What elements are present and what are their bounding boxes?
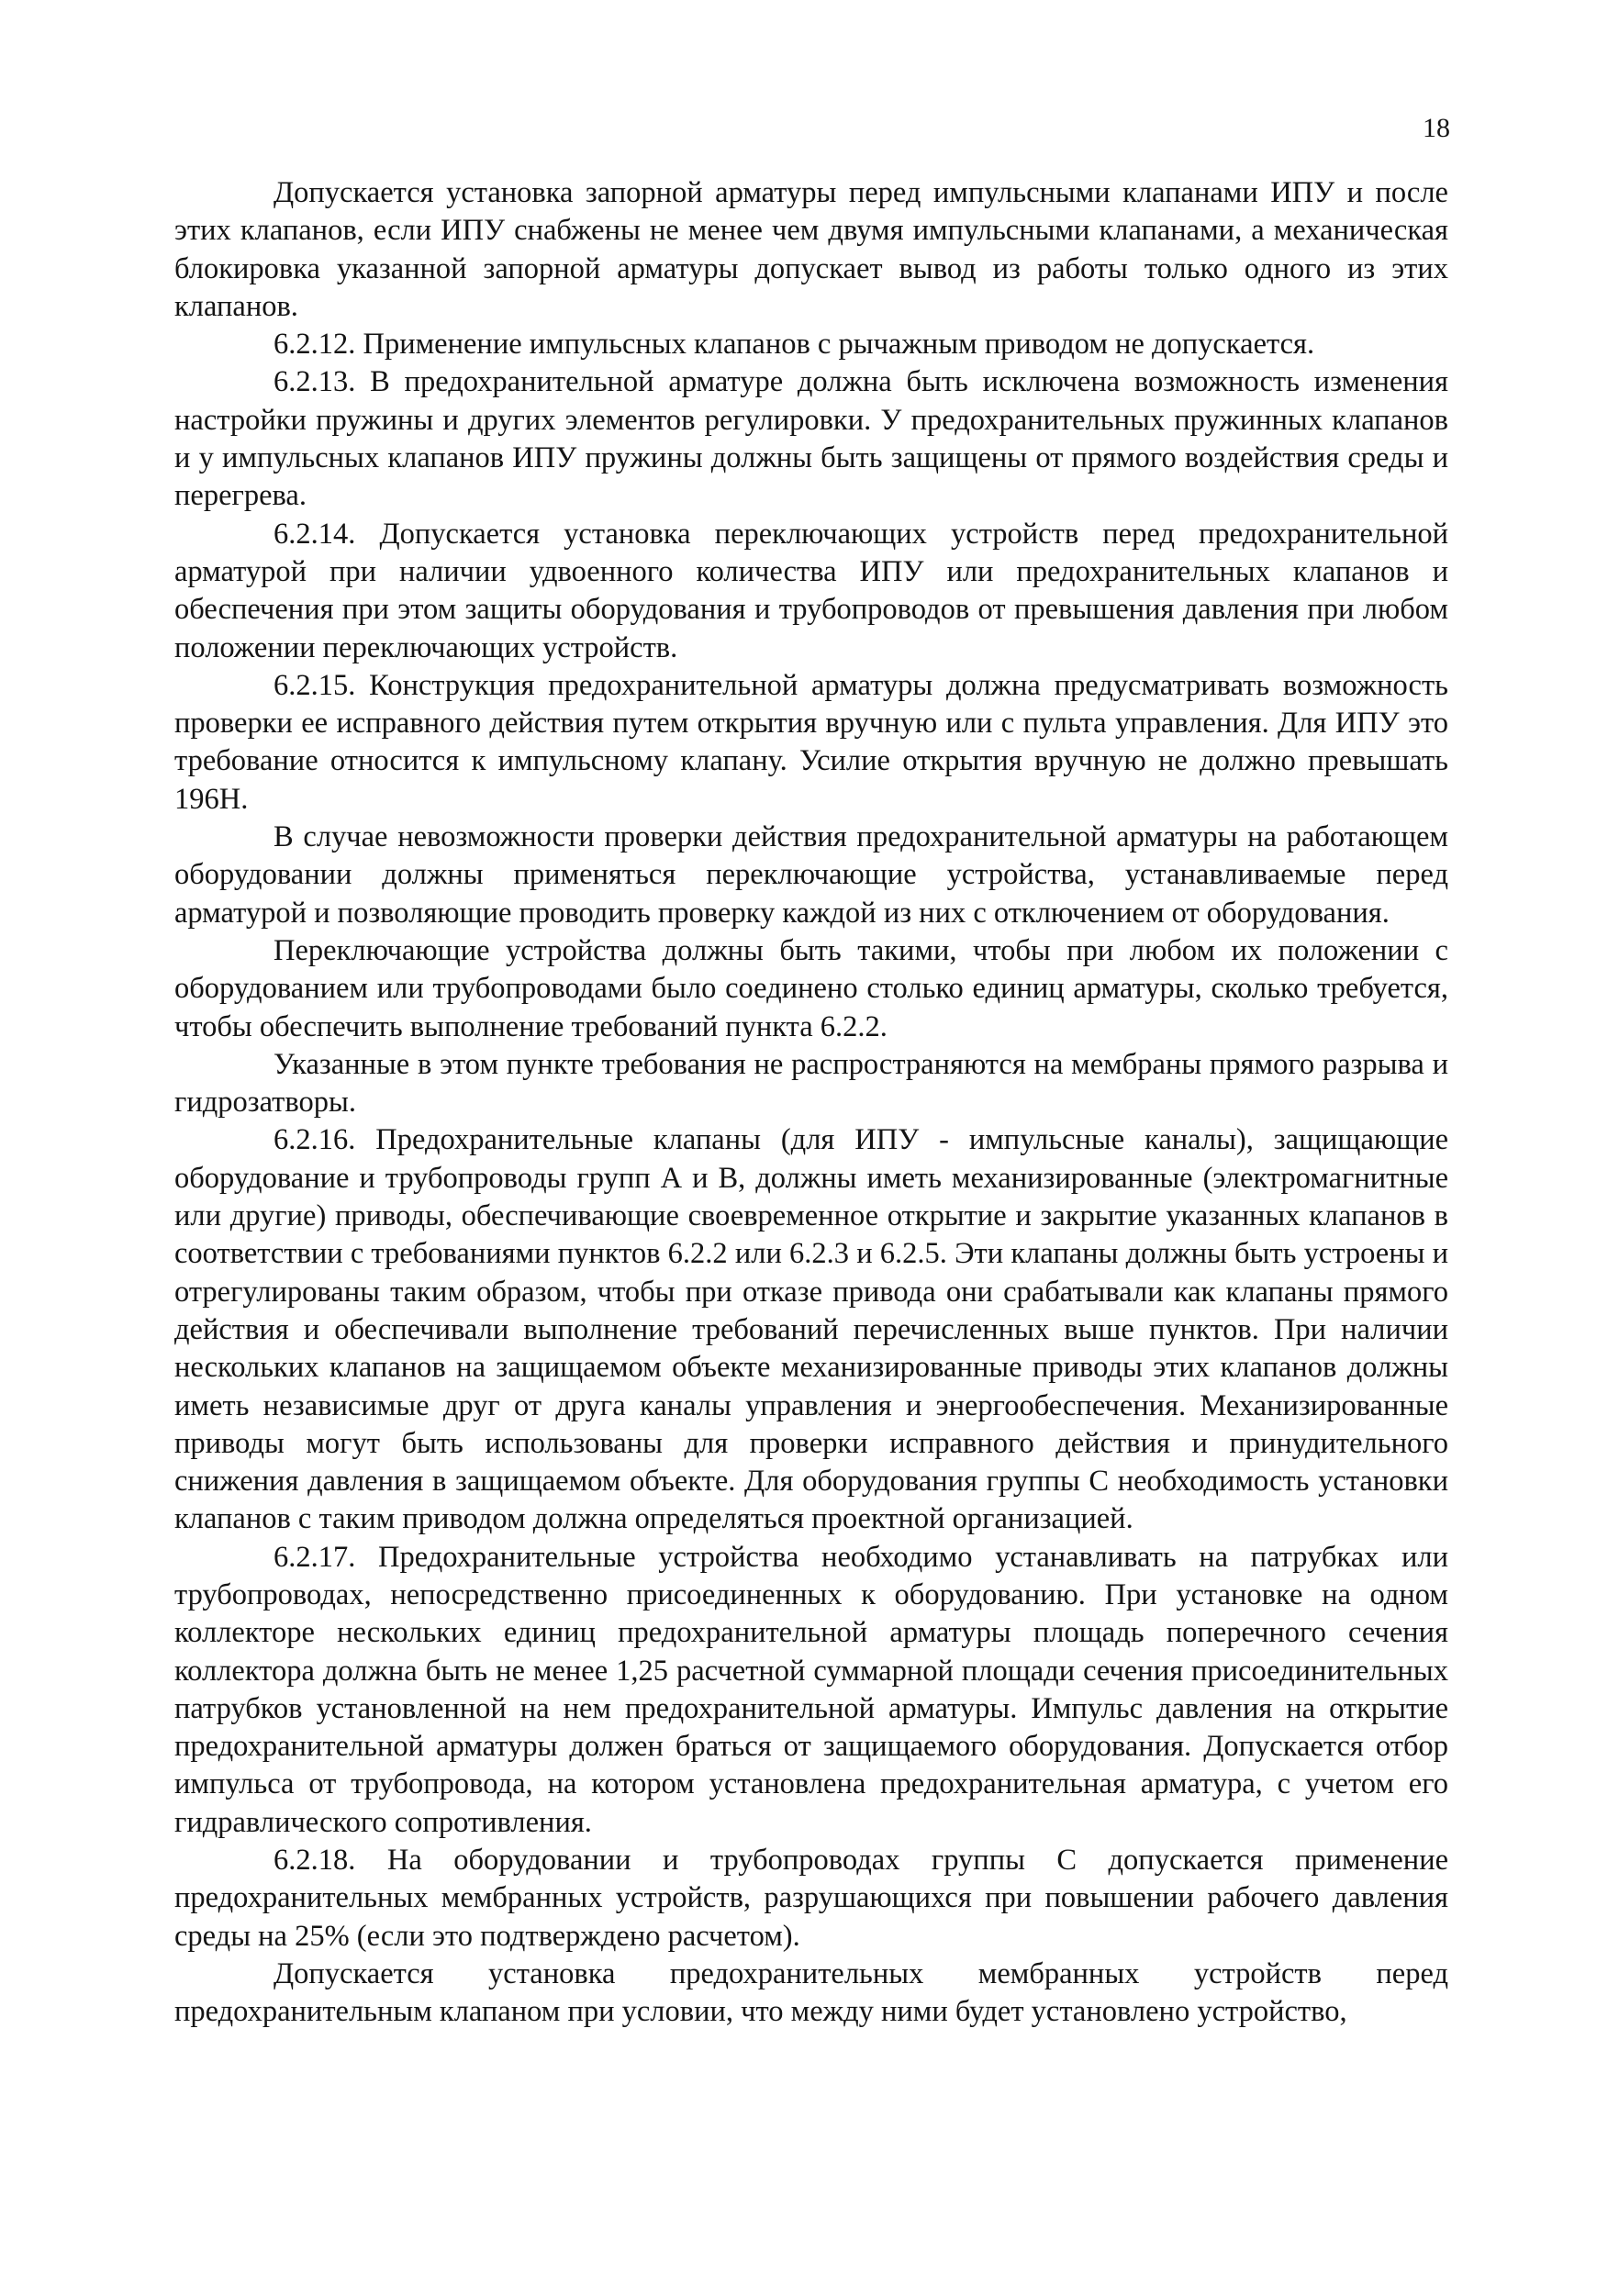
paragraph-text: В предохранительной арматуре должна быть исключена возможность изменения настройки пружины и других элементов регулировки. У предохранительных пружинных клапанов и у импульсных клапанов ИПУ пружины должны быть защищены от прямого воздействия среды и перегрева. (174, 365, 1448, 513)
paragraph-switching-requirements (174, 932, 1448, 1046)
paragraph-text: Указанные в этом пункте требования не распространяются на мембраны прямого разрыва и гидрозатворы. (174, 1047, 1448, 1120)
clause-6-2-18 (174, 1842, 1448, 1956)
clause-number: 6.2.12. (274, 328, 363, 362)
clause-number: 6.2.14. (274, 517, 380, 551)
paragraph-text: На оборудовании и трубопроводах группы С допускается применение предохранительных мембранных устройств, разрушающихся при повышении рабочего давления среды на 25% (если это подтверждено расчетом). (174, 1844, 1449, 1953)
paragraph-text: Конструкция предохранительной арматуры должна предусматривать возможность проверки ее исправного действия путем открытия вручную или с пульта управления. Для ИПУ это требование относится к импульсному клапану. Усилие открытия вручную не должно превышать 196Н. (174, 668, 1448, 816)
clause-number: 6.2.13. (274, 365, 371, 399)
page-number: 18 (1423, 113, 1450, 143)
paragraph-text: Применение импульсных клапанов с рычажным приводом не допускается. (363, 328, 1315, 362)
clause-number: 6.2.18. (274, 1844, 387, 1878)
paragraph-text: Допускается установка переключающих устройств перед предохранительной арматурой при наличии удвоенного количества ИПУ или предохранительных клапанов и обеспечения при этом защиты оборудования и трубопроводов от превышения давления при любом положении переключающих устройств. (174, 517, 1448, 664)
paragraph-text: Предохранительные клапаны (для ИПУ - импульсные каналы), защищающие оборудование и трубопроводы групп А и В, должны иметь механизированные (электромагнитные или другие) приводы, обеспечивающие своевременное открытие и закрытие указанных клапанов в соответствии с требованиями пунктов 6.2.2 или 6.2.3 и 6.2.5. Эти клапаны должны быть устроены и отрегулированы таким образом, чтобы при отказе привода они срабатывали как клапаны прямого действия и обеспечивали выполнение требований перечисленных выше пунктов. При наличии нескольких клапанов на защищаемом объекте механизированные приводы этих клапанов должны иметь независимые друг от друга каналы управления и энергообеспечения. Механизированные приводы могут быть использованы для проверки исправного действия и принудительного снижения давления в защищаемом объекте. Для оборудования группы С необходимость установки клапанов с таким приводом должна определяться проектной организацией. (174, 1123, 1449, 1536)
clause-6-2-17 (174, 1539, 1448, 1842)
paragraph-text: В случае невозможности проверки действия предохранительной арматуры на работающем оборудовании должны применяться переключающие устройства, устанавливаемые перед арматурой и позволяющие проводить проверку каждой из них с отключением от оборудования. (174, 820, 1448, 930)
clause-6-2-15 (174, 667, 1448, 819)
clause-6-2-14 (174, 516, 1448, 667)
paragraph-switching-devices (174, 819, 1448, 932)
clause-6-2-12 (174, 326, 1448, 363)
paragraph-membrane-before-valve (174, 1956, 1448, 2032)
paragraph-text: Предохранительные устройства необходимо устанавливать на патрубках или трубопроводах, непосредственно присоединенных к оборудованию. При установке на одном коллекторе нескольких единиц предохранительной арматуры площадь поперечного сечения коллектора должна быть не менее 1,25 расчетной суммарной площади сечения присоединительных патрубков установленной на нем предохранительной арматуры. Импульс давления на открытие предохранительной арматуры должен браться от защищаемого оборудования. Допускается отбор импульса от трубопровода, на котором установлена предохранительная арматура, с учетом его гидравлического сопротивления. (174, 1540, 1449, 1839)
clause-6-2-13 (174, 363, 1448, 515)
paragraph-shutoff-valves (174, 174, 1448, 326)
clause-6-2-16 (174, 1121, 1448, 1538)
paragraph-text: Допускается установка запорной арматуры перед импульсными клапанами ИПУ и после этих клапанов, если ИПУ снабжены не менее чем двумя импульсными клапанами, а механическая блокировка указанной запорной арматуры допускает вывод из работы только одного из этих клапанов. (174, 176, 1448, 323)
clause-number: 6.2.15. (274, 668, 370, 702)
paragraph-text: Допускается установка предохранительных мембранных устройств перед предохранительным клапаном при условии, что между ними будет установлено устройство, (174, 1956, 1448, 2029)
clause-number: 6.2.16. (274, 1123, 376, 1157)
document-body (174, 174, 1448, 2032)
paragraph-membranes-exception (174, 1046, 1448, 1122)
paragraph-text: Переключающие устройства должны быть такими, чтобы при любом их положении с оборудованием или трубопроводами было соединено столько единиц арматуры, сколько требуется, чтобы обеспечить выполнение требований пункта 6.2.2. (174, 933, 1448, 1043)
clause-number: 6.2.17. (274, 1540, 378, 1574)
